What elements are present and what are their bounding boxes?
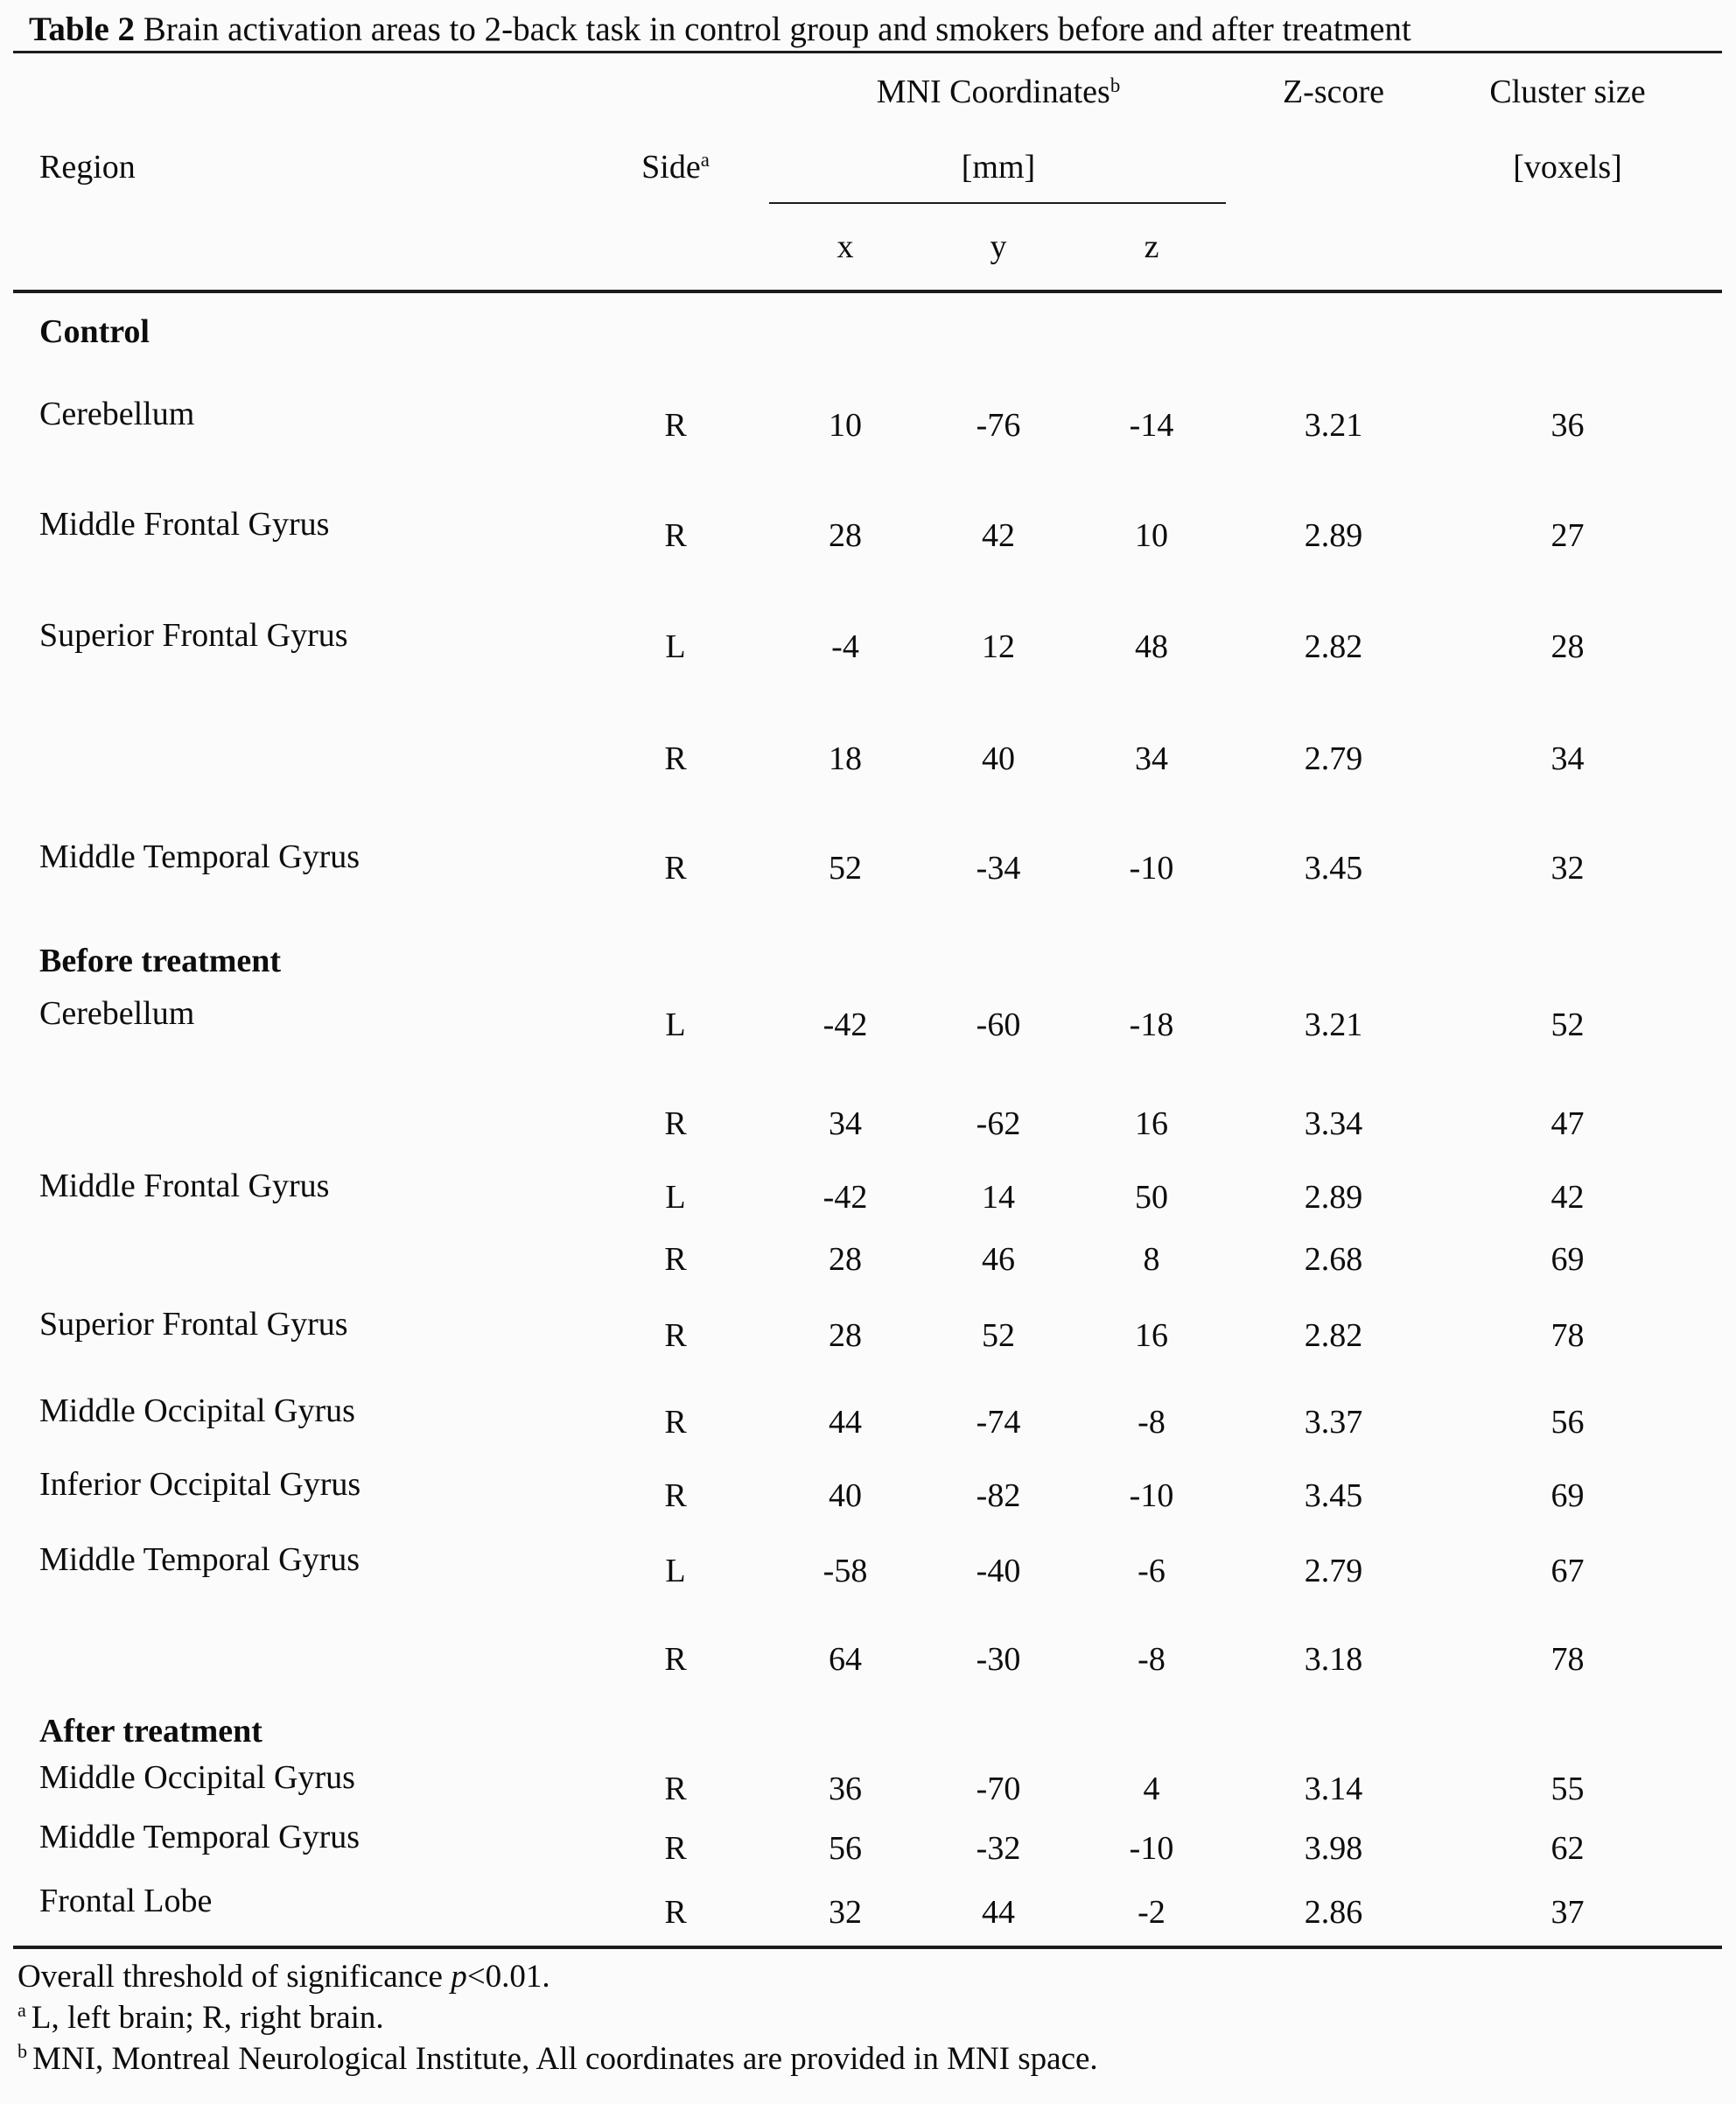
region-label: Superior Frontal Gyrus (39, 617, 348, 654)
region-cell (13, 1081, 608, 1168)
region-label: Middle Temporal Gyrus (39, 1819, 360, 1855)
header-mm (743, 131, 1254, 204)
side-cell: L (665, 1006, 686, 1043)
footnote-threshold (18, 1956, 1736, 1997)
y-cell: 44 (982, 1894, 1015, 1931)
x-cell: 28 (829, 516, 862, 554)
zscore-cell: 3.34 (1304, 1105, 1363, 1142)
x-cell: 28 (829, 1241, 862, 1278)
region-cell (13, 480, 608, 591)
section-row (13, 1703, 1722, 1760)
empty-cell (13, 204, 608, 291)
side-cell: R (664, 1476, 687, 1514)
header-side (608, 131, 743, 204)
region-label: Middle Frontal Gyrus (39, 505, 330, 543)
section-row (13, 291, 1722, 370)
zscore-cell: 2.86 (1304, 1894, 1363, 1931)
mni-span-divider (769, 202, 1226, 204)
table-row (13, 815, 1722, 922)
side-cell: R (664, 1403, 687, 1441)
table-caption: Brain activation areas to 2-back task in control group and smokers before and after treatment (135, 11, 1411, 48)
region-label: Frontal Lobe (39, 1883, 213, 1919)
y-cell: -32 (976, 1830, 1021, 1867)
table-row (13, 591, 1722, 704)
z-cell: 50 (1135, 1179, 1168, 1216)
table-row (13, 480, 1722, 591)
cluster-cell: 67 (1550, 1552, 1585, 1589)
x-cell: 10 (829, 406, 862, 444)
region-label: Middle Occipital Gyrus (39, 1392, 355, 1429)
footnote-b-marker: b (18, 2040, 28, 2063)
region-cell (13, 1616, 608, 1703)
z-cell: 48 (1135, 628, 1168, 665)
region-cell (13, 704, 608, 815)
table-row (13, 1168, 1722, 1228)
side-cell: R (664, 849, 687, 887)
section-label: After treatment (39, 1713, 262, 1750)
empty-cell (608, 204, 743, 291)
region-label: Middle Occipital Gyrus (39, 1758, 355, 1796)
footnote-b-text: MNI, Montreal Neurological Institute, All coordinates are provided in MNI space. (32, 2040, 1098, 2077)
cluster-cell: 62 (1550, 1830, 1585, 1867)
table-label: Table 2 (29, 11, 136, 48)
y-cell: 46 (982, 1241, 1015, 1278)
zscore-cell: 3.98 (1304, 1830, 1363, 1867)
header-region: Region (39, 149, 136, 186)
footnote-a-text: L, left brain; R, right brain. (31, 1999, 384, 2036)
zscore-cell: 3.45 (1304, 1476, 1363, 1514)
table-row (13, 1228, 1722, 1292)
y-cell: -82 (976, 1476, 1021, 1514)
z-cell: -10 (1129, 1476, 1174, 1514)
z-cell: -18 (1129, 1006, 1174, 1043)
header-row-3 (13, 204, 1722, 291)
x-cell: 32 (829, 1894, 862, 1931)
header-y: y (948, 204, 1049, 291)
z-cell: 16 (1135, 1316, 1168, 1354)
z-cell: -14 (1129, 406, 1174, 444)
table-row (13, 1526, 1722, 1616)
cluster-cell: 36 (1550, 406, 1585, 444)
y-cell: -40 (976, 1552, 1021, 1589)
header-mni (743, 53, 1254, 131)
region-label: Middle Frontal Gyrus (39, 1168, 330, 1204)
cluster-cell: 32 (1550, 849, 1585, 887)
header-cluster: Cluster size (1489, 74, 1646, 111)
y-cell: 12 (982, 628, 1015, 665)
cluster-cell: 78 (1550, 1316, 1585, 1354)
table-row (13, 1081, 1722, 1168)
z-cell: -8 (1138, 1403, 1166, 1441)
x-cell: -42 (822, 1006, 868, 1043)
table-row (13, 1880, 1722, 1947)
footnotes (18, 1956, 1736, 2079)
y-cell: -74 (976, 1403, 1021, 1441)
side-cell: R (664, 1894, 687, 1931)
region-cell (13, 1526, 608, 1616)
x-cell: -4 (831, 628, 859, 665)
y-cell: 42 (982, 516, 1015, 554)
section-label: Control (39, 312, 150, 350)
zscore-cell: 3.37 (1304, 1403, 1363, 1441)
cluster-cell: 55 (1550, 1770, 1585, 1807)
side-cell: R (664, 1105, 687, 1142)
footnote-threshold-p: p (451, 1958, 467, 1995)
zscore-cell: 3.21 (1304, 1006, 1363, 1043)
empty-cell (1254, 131, 1413, 204)
y-cell: 52 (982, 1316, 1015, 1354)
empty-cell (13, 53, 608, 131)
footnote-b (18, 2038, 1736, 2079)
x-cell: 40 (829, 1476, 862, 1514)
table-row (13, 704, 1722, 815)
region-cell (13, 370, 608, 480)
zscore-cell: 3.14 (1304, 1770, 1363, 1807)
header-voxels: [voxels] (1513, 149, 1622, 186)
footnote-threshold-pre: Overall threshold of significance (18, 1958, 452, 1995)
side-cell: R (664, 1241, 687, 1278)
zscore-cell: 3.21 (1304, 406, 1363, 444)
side-cell: R (664, 740, 687, 777)
cluster-cell: 34 (1550, 740, 1585, 777)
empty-cell (1254, 204, 1413, 291)
zscore-cell: 2.79 (1304, 740, 1363, 777)
z-cell: -8 (1138, 1640, 1166, 1678)
x-cell: 44 (829, 1403, 862, 1441)
table-row (13, 1616, 1722, 1703)
footnote-a-marker: a (18, 1999, 26, 2022)
y-cell: 40 (982, 740, 1015, 777)
zscore-cell: 2.79 (1304, 1552, 1363, 1589)
side-cell: R (664, 1770, 687, 1807)
side-cell: R (664, 406, 687, 444)
empty-cell (1413, 204, 1722, 291)
cluster-cell: 56 (1550, 1403, 1585, 1441)
y-cell: -34 (976, 849, 1021, 887)
table-title (0, 0, 1736, 51)
zscore-cell: 2.82 (1304, 1316, 1363, 1354)
x-cell: -42 (822, 1179, 868, 1216)
side-cell: L (665, 1179, 686, 1216)
z-cell: -10 (1129, 1830, 1174, 1867)
side-cell: R (664, 1640, 687, 1678)
footnote-threshold-post: <0.01. (466, 1958, 550, 1995)
side-cell: R (664, 516, 687, 554)
cluster-cell: 69 (1550, 1241, 1585, 1278)
table-header (13, 53, 1722, 291)
zscore-cell: 2.68 (1304, 1241, 1363, 1278)
x-cell: 52 (829, 849, 862, 887)
table-row (13, 370, 1722, 480)
data-table (13, 51, 1722, 1949)
cluster-cell: 27 (1550, 516, 1585, 554)
z-cell: -6 (1138, 1552, 1166, 1589)
z-cell: 16 (1135, 1105, 1168, 1142)
cluster-cell: 47 (1550, 1105, 1585, 1142)
header-row-2 (13, 131, 1722, 204)
header-row-1 (13, 53, 1722, 131)
table-row (13, 1760, 1722, 1818)
z-cell: -10 (1129, 849, 1174, 887)
region-cell (13, 815, 608, 922)
side-cell: L (665, 628, 686, 665)
region-label: Inferior Occipital Gyrus (39, 1465, 361, 1503)
x-cell: 64 (829, 1640, 862, 1678)
table-row (13, 1818, 1722, 1880)
header-mm-label: [mm] (961, 149, 1036, 186)
header-zscore: Z-score (1282, 74, 1385, 111)
region-label: Cerebellum (39, 994, 195, 1032)
x-cell: 28 (829, 1316, 862, 1354)
region-cell (13, 1760, 608, 1818)
table-row (13, 1292, 1722, 1379)
section-row (13, 922, 1722, 1000)
table-row (13, 1379, 1722, 1465)
section-label: Before treatment (39, 942, 282, 979)
cluster-cell: 28 (1550, 628, 1585, 665)
region-cell (13, 1818, 608, 1880)
y-cell: 14 (982, 1179, 1015, 1216)
z-cell: 4 (1143, 1770, 1160, 1807)
x-cell: 18 (829, 740, 862, 777)
y-cell: -30 (976, 1640, 1021, 1678)
region-cell (13, 1379, 608, 1465)
y-cell: -76 (976, 406, 1021, 444)
header-mni-label: MNI Coordinates (876, 74, 1110, 111)
x-cell: -58 (822, 1552, 868, 1589)
region-cell (13, 1228, 608, 1292)
table-row (13, 1000, 1722, 1081)
y-cell: -60 (976, 1006, 1021, 1043)
region-cell (13, 591, 608, 704)
region-label: Superior Frontal Gyrus (39, 1305, 348, 1343)
x-cell: 56 (829, 1830, 862, 1867)
region-label: Middle Temporal Gyrus (39, 1540, 360, 1578)
x-cell: 36 (829, 1770, 862, 1807)
zscore-cell: 3.18 (1304, 1640, 1363, 1678)
region-cell (13, 994, 608, 1081)
header-x: x (743, 204, 948, 291)
zscore-cell: 2.89 (1304, 1179, 1363, 1216)
header-side-label: Side (641, 149, 701, 186)
side-cell: L (665, 1552, 686, 1589)
side-cell: R (664, 1316, 687, 1354)
region-label: Cerebellum (39, 395, 195, 432)
cluster-cell: 52 (1550, 1006, 1585, 1043)
region-cell (13, 1292, 608, 1379)
header-side-sup: a (700, 149, 710, 172)
z-cell: 8 (1143, 1241, 1160, 1278)
cluster-cell: 78 (1550, 1640, 1585, 1678)
table-row (13, 1465, 1722, 1526)
cluster-cell: 37 (1550, 1894, 1585, 1931)
zscore-cell: 2.89 (1304, 516, 1363, 554)
y-cell: -70 (976, 1770, 1021, 1807)
region-cell (13, 1465, 608, 1526)
side-cell: R (664, 1830, 687, 1867)
y-cell: -62 (976, 1105, 1021, 1142)
z-cell: 34 (1135, 740, 1168, 777)
zscore-cell: 3.45 (1304, 849, 1363, 887)
cluster-cell: 69 (1550, 1476, 1585, 1514)
cluster-cell: 42 (1550, 1179, 1585, 1216)
footnote-a (18, 1997, 1736, 2038)
x-cell: 34 (829, 1105, 862, 1142)
zscore-cell: 2.82 (1304, 628, 1363, 665)
z-cell: 10 (1135, 516, 1168, 554)
z-cell: -2 (1138, 1894, 1166, 1931)
region-label: Middle Temporal Gyrus (39, 838, 360, 875)
empty-cell (608, 53, 743, 131)
table-body (13, 291, 1722, 1947)
header-z: z (1049, 204, 1254, 291)
region-cell (13, 1168, 608, 1228)
region-cell (13, 1880, 608, 1947)
header-mni-sup: b (1110, 74, 1121, 96)
